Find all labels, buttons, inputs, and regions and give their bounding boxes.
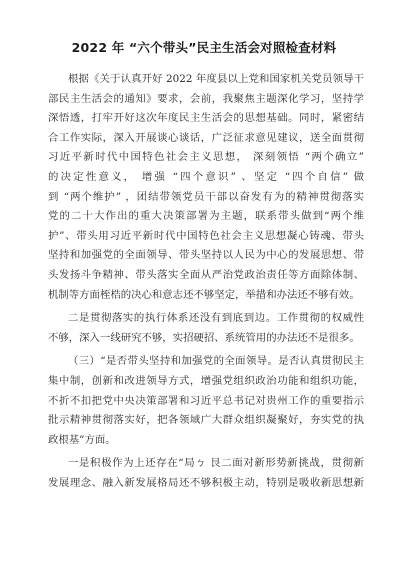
paragraph-line: （三）“是否带头坚持和加强党的全面领导。是否认真贯彻民主	[68, 355, 364, 368]
paragraph-line: 护”、带头用习近平新时代中国特色社会主义思想凝心铸魂、带头	[48, 229, 364, 242]
paragraph-line: 一是积极作为上还存在“局ㄅ 艮二面对新形势新挑战，贯彻新	[68, 457, 364, 470]
paragraph-line: 合工作实际，深入开展谈心谈话，广泛征求意见建议，送全面贯彻	[48, 131, 364, 144]
paragraph-line: 政根基”方面。	[48, 433, 116, 446]
paragraph-line: 坚持和加强党的全面领导、带头坚持以人民为中心的发展思想、带	[48, 249, 364, 262]
paragraph-line: 发展理念、融入新发展格局还不够积极主动，特别是吸收新思想新	[48, 476, 364, 489]
document-title: 2022 年 “六个带头”民主生活会对照检查材料	[71, 40, 337, 55]
document-body	[48, 70, 364, 493]
paragraph-line: 党的二十大作出的重大决策部署为主题，联系带头做到“两个维	[48, 210, 364, 223]
paragraph-line: 不够，深入一线研究不够，实招硬招、系统管用的办法还不是很多。	[48, 331, 360, 344]
paragraph-line: 的决定性意义， 增强 “四个意识” 、坚定 “四个自信” 做	[48, 170, 364, 183]
paragraph-line: 二是贯彻落实的执行体系还没有到底到边。工作贯彻的权威性	[68, 312, 364, 325]
paragraph-line: 不折不扣把党中央决策部署和习近平总书记对贵州工作的重要指示	[48, 394, 364, 407]
paragraph-line: 头发扬斗争精神、带头落实全面从严治党政治责任等方面除体制、	[48, 268, 364, 281]
paragraph-line: 集中制，创新和改进领导方式，增强党组织政治功能和组织功能，	[48, 374, 364, 387]
paragraph-line: 习近平新时代中国特色社会主义思想， 深刻领悟 “两个确立”	[48, 151, 364, 164]
paragraph-line: 部民主生活会的通知》要求，会前，我聚焦主题深化学习，坚持学	[48, 92, 364, 105]
paragraph-line: 批示精神贯彻落实好，把各领域广大群众组织凝聚好，夯实党的执	[48, 414, 364, 427]
paragraph-line: 机制等方面桎梏的决心和意志还不够坚定，举措和办法还不够有效。	[48, 288, 360, 301]
paragraph-line: 深悟透，打牢开好这次年度民主生活会的思想基础。同时，紧密结	[48, 112, 364, 125]
paragraph-line: 根据《关于认真开好 2022 年度县以上党和国家机关党员领导干	[68, 73, 364, 85]
paragraph-line: 到 “两个维护” ，团结带领党员干部以奋发有为的精神贯彻落实	[48, 190, 364, 203]
